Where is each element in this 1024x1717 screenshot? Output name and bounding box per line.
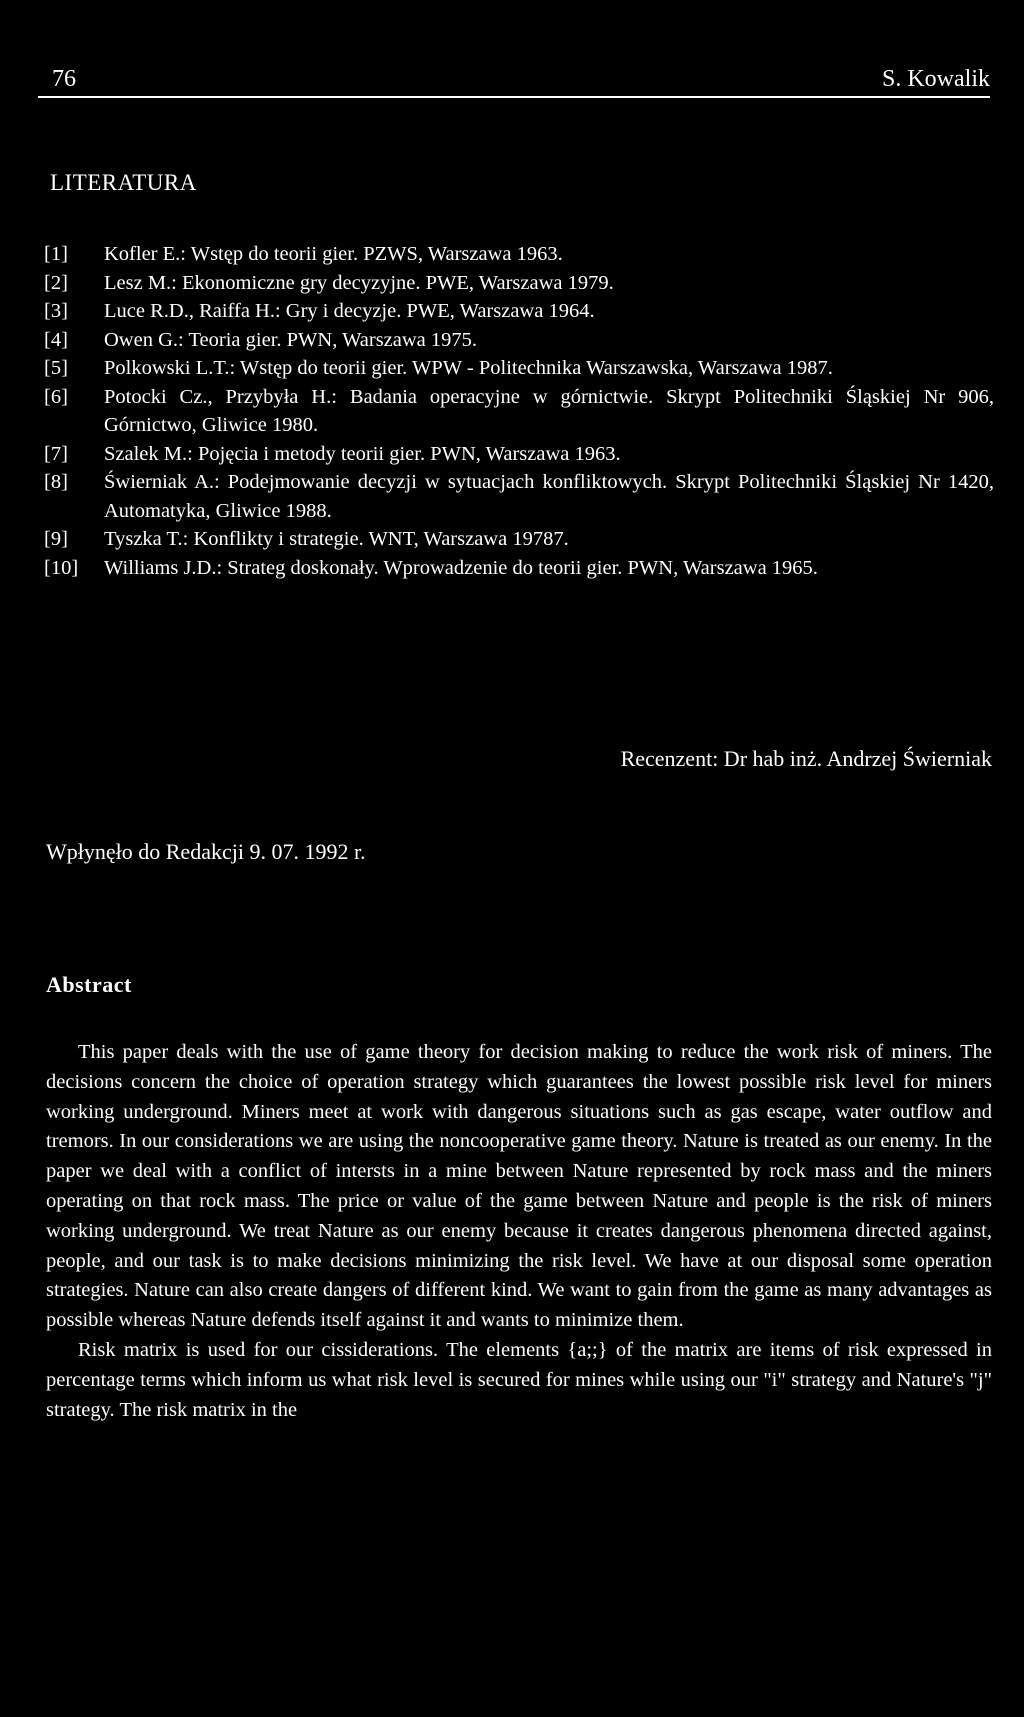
- abstract-body: [46, 1038, 992, 1425]
- reference-text: Owen G.: Teoria gier. PWN, Warszawa 1975.: [104, 328, 478, 351]
- reference-number: [7]: [44, 442, 68, 465]
- reference-text: Potocki Cz., Przybyła H.: Badania operacyjne w górnictwie. Skrypt Politechniki Śląskiej Nr 906, Górnictwo, Gliwice 1980.: [104, 385, 994, 436]
- abstract-paragraph: This paper deals with the use of game theory for decision making to reduce the work risk of miners. The decisions concern the choice of operation strategy which guarantees the lowest possible risk level for miners working underground. Miners meet at work with dangerous situations such as gas escape, water outflow and tremors. In our considerations we are using the noncooperative game theory. Nature is treated as our enemy. In the paper we deal with a conflict of intersts in a mine between Nature represented by rock mass and the miners operating on that rock mass. The price or value of the game between Nature and people is the risk of miners working underground. We treat Nature as our enemy because it creates dangerous phenomena directed against, people, and our task is to make decisions minimizing the risk level. We have at our disposal some operation strategies. Nature can also create dangers of different kind. We want to gain from the game as many advantages as possible whereas Nature defends itself against it and wants to minimize them.: [46, 1041, 992, 1332]
- running-header: [38, 66, 990, 98]
- reference-text: Świerniak A.: Podejmowanie decyzji w sytuacjach konfliktowych. Skrypt Politechniki Śląskiej Nr 1420, Automatyka, Gliwice 1988.: [104, 471, 994, 522]
- reference-number: [9]: [44, 528, 68, 550]
- reference-number: [5]: [44, 357, 68, 379]
- reference-text: Williams J.D.: Strateg doskonały. Wprowadzenie do teorii gier. PWN, Warszawa 1965.: [104, 556, 818, 579]
- reference-item: [44, 269, 994, 298]
- reference-number: [2]: [44, 271, 68, 294]
- reference-list: [44, 240, 994, 582]
- reviewer-line: Recenzent: Dr hab inż. Andrzej Świerniak: [620, 746, 992, 771]
- reference-item: [44, 240, 994, 269]
- reference-text: Luce R.D., Raiffa H.: Gry i decyzje. PWE, Warszawa 1964.: [104, 300, 595, 322]
- reference-text: Szalek M.: Pojęcia i metody teorii gier. PWN, Warszawa 1963.: [104, 442, 621, 465]
- reference-item: [44, 554, 994, 583]
- running-author: S. Kowalik: [882, 66, 990, 92]
- reference-text: Kofler E.: Wstęp do teorii gier. PZWS, Warszawa 1963.: [104, 243, 563, 265]
- reference-number: [8]: [44, 471, 68, 493]
- reference-number: [10]: [44, 556, 79, 579]
- reference-text: Lesz M.: Ekonomiczne gry decyzyjne. PWE, Warszawa 1979.: [104, 271, 614, 294]
- reference-text: Tyszka T.: Konflikty i strategie. WNT, Warszawa 19787.: [104, 528, 569, 550]
- reference-item: [44, 383, 994, 440]
- reference-item: [44, 440, 994, 469]
- reference-number: [6]: [44, 385, 68, 408]
- abstract-heading: Abstract: [46, 972, 132, 997]
- reference-item: [44, 525, 994, 554]
- reference-item: [44, 297, 994, 326]
- reference-number: [3]: [44, 300, 68, 322]
- page-number: 76: [52, 66, 76, 92]
- literature-heading: LITERATURA: [50, 170, 197, 195]
- reference-number: [1]: [44, 243, 68, 265]
- received-date-line: Wpłynęło do Redakcji 9. 07. 1992 r.: [46, 839, 366, 864]
- reference-text: Polkowski L.T.: Wstęp do teorii gier. WPW - Politechnika Warszawska, Warszawa 1987.: [104, 357, 833, 379]
- reference-item: [44, 468, 994, 525]
- abstract-paragraph: Risk matrix is used for our cissiderations. The elements {a;;} of the matrix are items of risk expressed in percentage terms which inform us what risk level is secured for mines while using our "i" strategy and Nature's "j" strategy. The risk matrix in the: [46, 1338, 992, 1421]
- reference-item: [44, 354, 994, 383]
- reference-number: [4]: [44, 328, 68, 351]
- reference-item: [44, 326, 994, 355]
